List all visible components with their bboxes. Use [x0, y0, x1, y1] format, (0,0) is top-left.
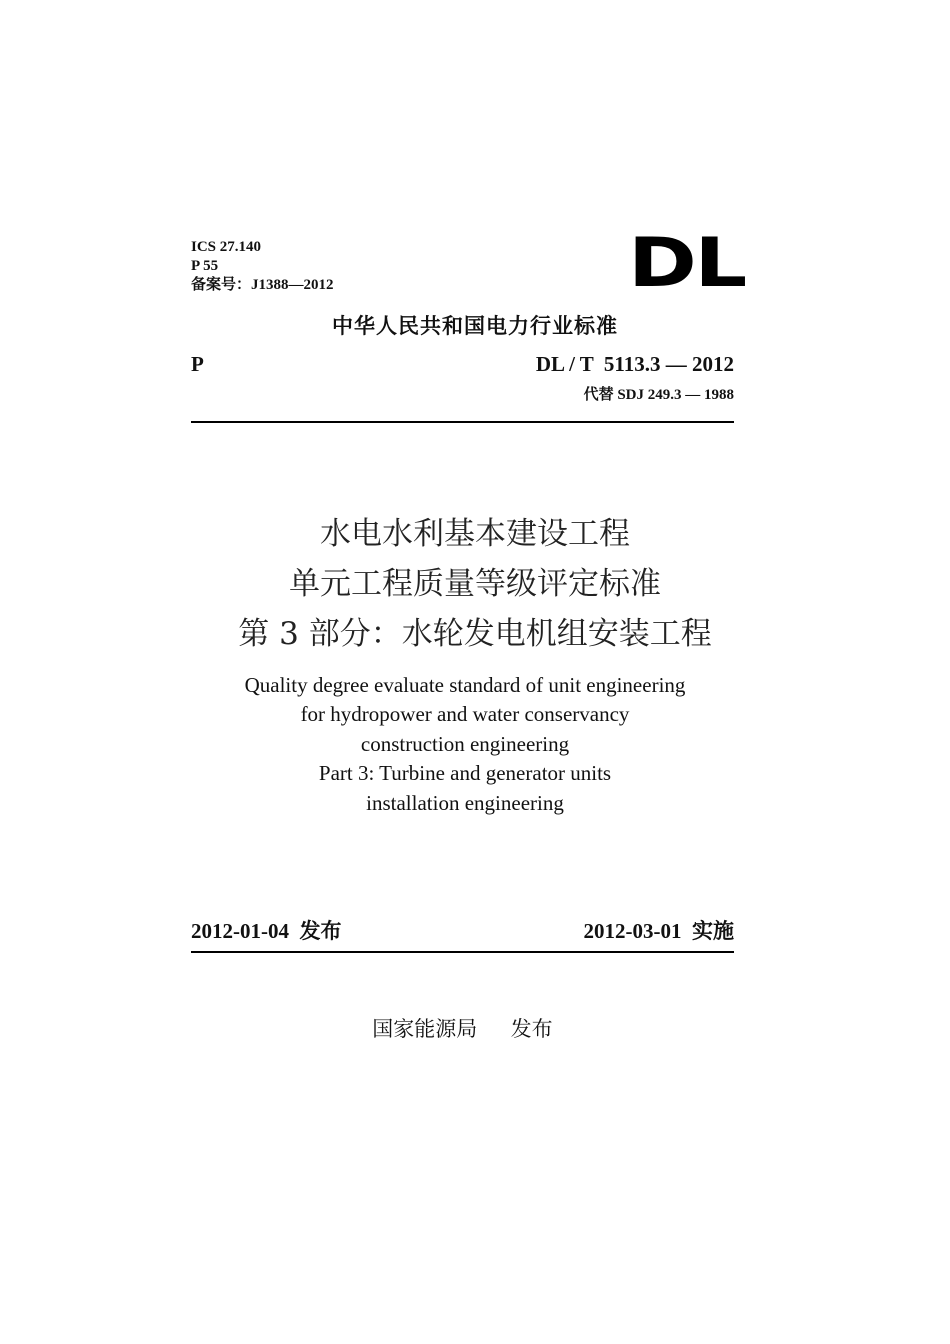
title-en-line-2: for hydropower and water conservancy — [300, 702, 630, 726]
category-letter: P — [191, 352, 204, 376]
classification-code: P 55 — [191, 258, 219, 274]
replaces-standard: 代替 SDJ 249.3 — 1988 — [583, 387, 734, 403]
dl-logo: DL — [628, 224, 745, 303]
issue-date: 2012-01-04 发布 — [191, 919, 342, 943]
title-cn-line-1: 水电水利基本建设工程 — [320, 516, 630, 552]
title-en-line-4: Part 3: Turbine and generator units — [318, 761, 612, 785]
title-cn-line-3: 第 3 部分：水轮发电机组安装工程 — [238, 616, 712, 652]
ics-code: ICS 27.140 — [191, 239, 262, 255]
effective-date: 2012-03-01 实施 — [583, 919, 734, 943]
publisher: 国家能源局 发布 — [372, 1017, 553, 1041]
title-en-line-3: construction engineering — [360, 732, 570, 756]
bottom-divider — [191, 951, 734, 953]
top-divider — [191, 421, 734, 423]
title-en-line-5: installation engineering — [366, 791, 564, 815]
title-cn-line-2: 单元工程质量等级评定标准 — [289, 566, 661, 602]
standard-number: DL / T 5113.3 — 2012 — [535, 352, 734, 376]
title-en-line-1: Quality degree evaluate standard of unit engineering — [244, 673, 686, 697]
filing-number: 备案号：J1388—2012 — [191, 277, 334, 293]
industry-standard-heading: 中华人民共和国电力行业标准 — [332, 314, 618, 338]
